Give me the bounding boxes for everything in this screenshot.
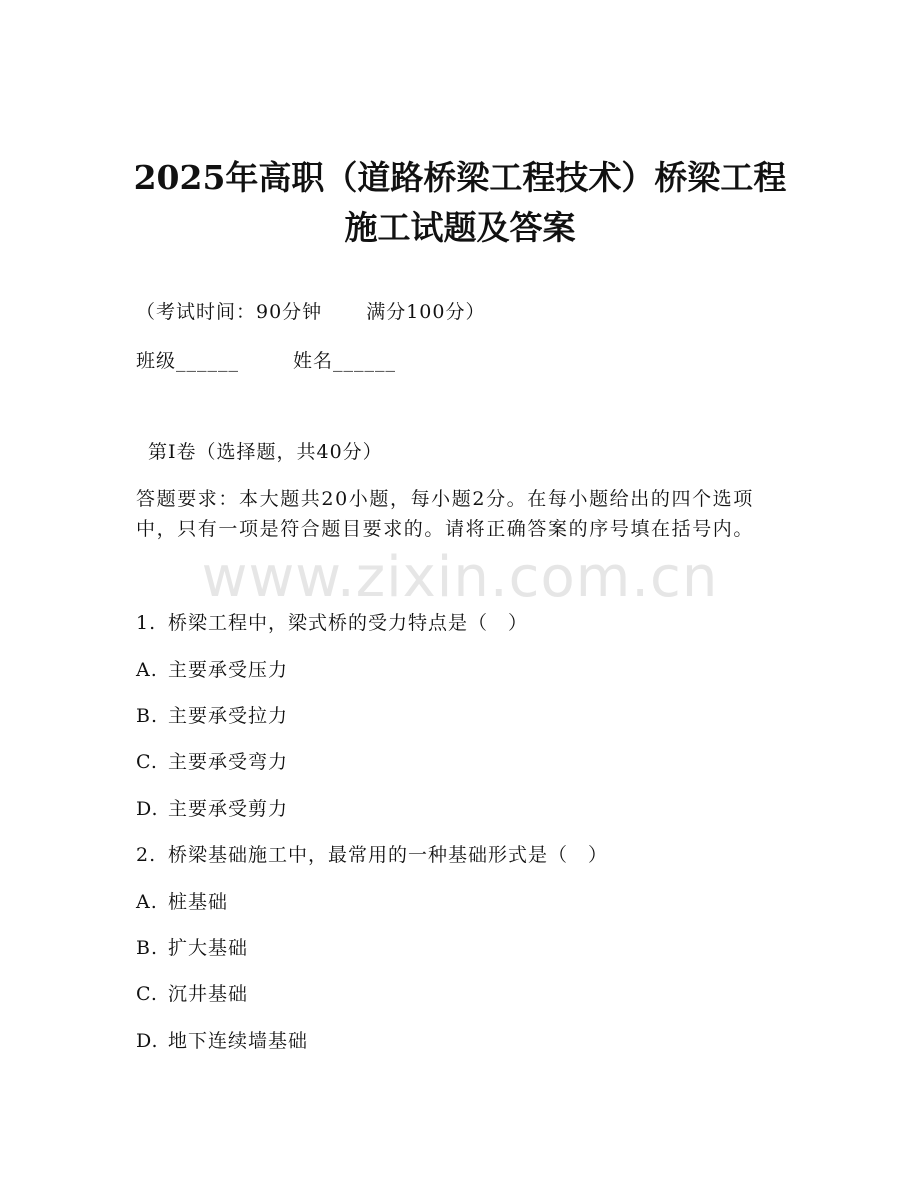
option-text: 地下连续墙基础 <box>168 1030 309 1052</box>
option-letter: A. <box>136 659 158 681</box>
student-info <box>136 347 396 375</box>
question-stem <box>136 841 608 869</box>
option-letter: C. <box>136 751 158 773</box>
option-item <box>136 888 228 916</box>
option-text: 主要承受压力 <box>168 659 289 681</box>
option-letter: D. <box>136 798 159 820</box>
option-text: 桩基础 <box>168 891 229 913</box>
exam-time: （考试时间：90分钟 <box>136 301 323 323</box>
option-text: 主要承受剪力 <box>168 798 289 820</box>
option-item <box>136 934 248 962</box>
option-item <box>136 748 288 776</box>
document-title-line2: 施工试题及答案 <box>344 208 576 247</box>
option-item <box>136 656 288 684</box>
question-number: 1. <box>136 612 157 634</box>
exam-info <box>136 298 485 326</box>
option-item <box>136 980 248 1008</box>
question-text: 桥梁工程中，梁式桥的受力特点是（ ） <box>168 612 529 634</box>
question-text: 桥梁基础施工中，最常用的一种基础形式是（ ） <box>168 844 609 866</box>
name-field: 姓名______ <box>293 350 397 372</box>
instructions: 答题要求：本大题共20小题，每小题2分。在每小题给出的四个选项中，只有一项是符合题目要求的。请将正确答案的序号填在括号内。 <box>136 488 755 540</box>
class-field: 班级______ <box>136 350 240 372</box>
option-text: 扩大基础 <box>168 937 249 959</box>
option-letter: B. <box>136 937 159 959</box>
question-stem <box>136 609 528 637</box>
option-text: 沉井基础 <box>168 983 249 1005</box>
option-letter: B. <box>136 705 159 727</box>
section-title: 第I卷（选择题，共40分） <box>148 441 383 463</box>
document-title-line1: 2025年高职（道路桥梁工程技术）桥梁工程 <box>133 158 787 197</box>
watermark: www.zixin.com.cn <box>201 545 719 610</box>
option-letter: C. <box>136 983 158 1005</box>
option-letter: A. <box>136 891 158 913</box>
option-item <box>136 1027 308 1055</box>
full-score: 满分100分） <box>366 301 486 323</box>
question-number: 2. <box>136 844 157 866</box>
option-item <box>136 702 288 730</box>
option-text: 主要承受弯力 <box>168 751 289 773</box>
option-letter: D. <box>136 1030 159 1052</box>
option-item <box>136 795 288 823</box>
option-text: 主要承受拉力 <box>168 705 289 727</box>
